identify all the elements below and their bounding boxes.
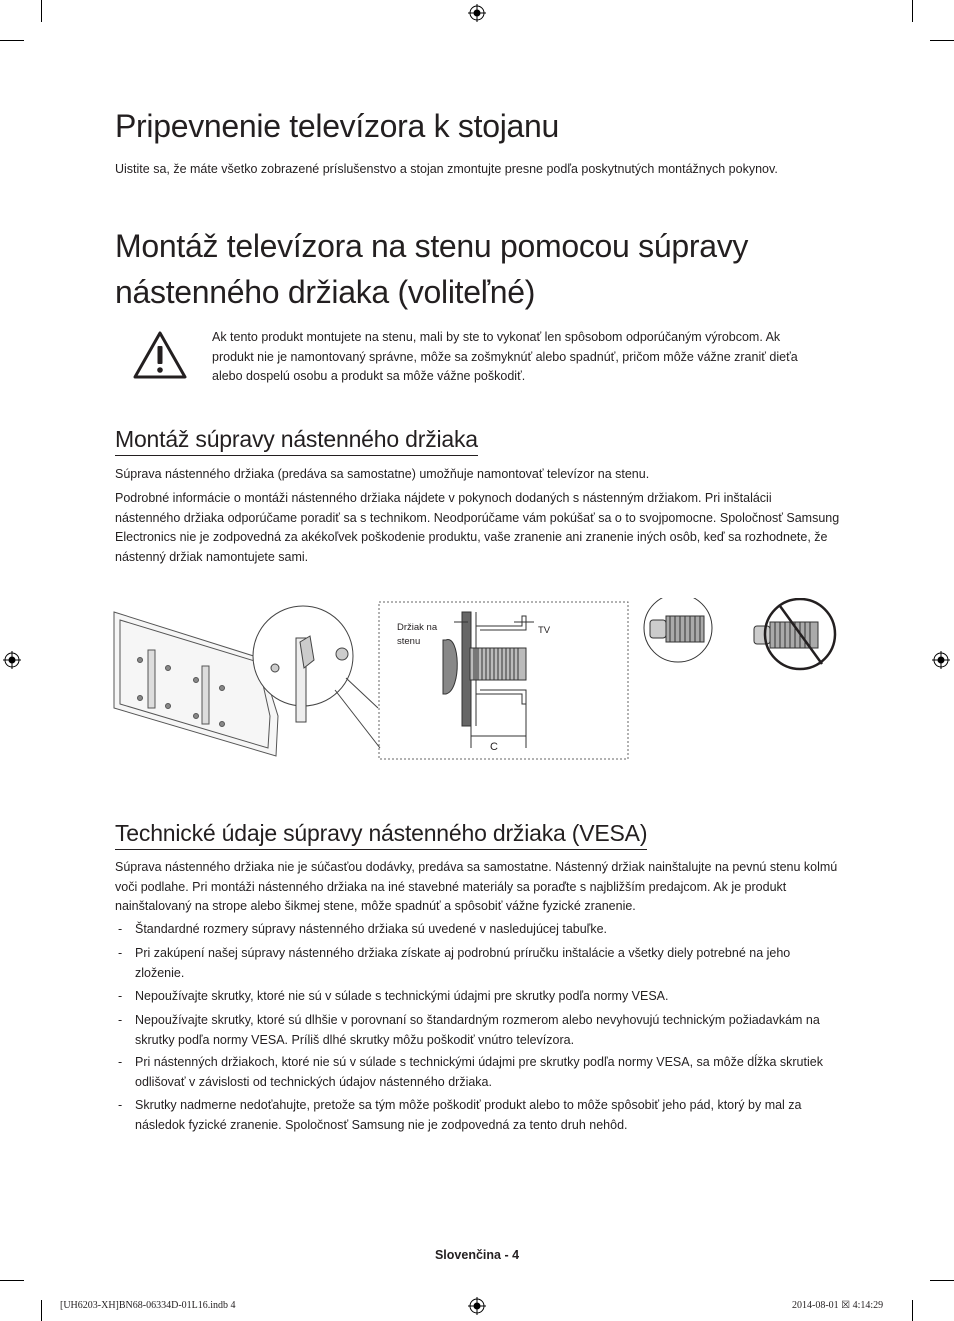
list-item: - Štandardné rozmery súpravy nástenného držiaka sú uvedené v nasledujúcej tabuľke.: [115, 920, 840, 940]
crop-mark: [41, 1300, 42, 1321]
crop-mark: [912, 1300, 913, 1321]
list-item: - Nepoužívajte skrutky, ktoré sú dlhšie v porovnaní so štandardným rozmerom alebo nevyhovujú technickým požiadavkám na skrutky podľa normy VESA. Príliš dlhé skrutky môžu poškodiť vnútro televízora.: [115, 1011, 840, 1050]
warning-text: Ak tento produkt montujete na stenu, mali by ste to vykonať len spôsobom odporúčaným výrobcom. Ak produkt nie je namontovaný správne, môže sa zošmyknúť alebo spadnúť, pričom môže vážne zraniť dieťa alebo dospelú osobu a produkt sa môže vážne poškodiť.: [212, 330, 798, 383]
warning-triangle-icon: [132, 330, 188, 380]
registration-mark-icon: [932, 651, 950, 669]
registration-mark-icon: [468, 4, 486, 22]
list-item-text: Nepoužívajte skrutky, ktoré nie sú v súlade s technickými údajmi pre skrutky podľa normy VESA.: [135, 989, 669, 1003]
crop-mark: [41, 0, 42, 22]
wall-mount-illustration: [110, 598, 840, 768]
list-item: - Pri zakúpení našej súpravy nástenného držiaka získate aj podrobnú príručku inštalácie a všetky diely potrebné na jeho zloženie.: [115, 944, 840, 983]
registration-mark-icon: [468, 1297, 486, 1315]
list-item: - Pri nástenných držiakoch, ktoré nie sú v súlade s technickými údajmi pre skrutky podľa normy VESA, sa môže dĺžka skrutiek odlišovať v závislosti od technických údajov nástenného držiaka.: [115, 1053, 840, 1092]
crop-mark: [912, 0, 913, 22]
page-number: Slovenčina - 4: [434, 1248, 520, 1262]
crop-mark: [930, 40, 954, 41]
label-c: C: [490, 741, 498, 753]
cross-section-drawing: [443, 612, 534, 748]
registration-mark-icon: [3, 651, 21, 669]
slug-right: 2014-08-01 ☒ 4:14:29: [792, 1300, 884, 1311]
list-item: - Skrutky nadmerne nedoťahujte, pretože sa tým môže poškodiť produkt alebo to môže spôsobiť jeho pád, ktorý by mal za následok fyzické zranenie. Spoločnosť Samsung nie je zodpovedná za tento druh nehôd.: [115, 1096, 840, 1135]
intro-text: Uistite sa, že máte všetko zobrazené príslušenstvo a stojan zmontujte presne podľa poskytnutých montážnych pokynov.: [115, 162, 778, 176]
section-title-vesa: Technické údaje súpravy nástenného držiaka (VESA): [115, 820, 647, 850]
crop-mark: [0, 40, 24, 41]
list-item-text: Štandardné rozmery súpravy nástenného držiaka sú uvedené v nasledujúcej tabuľke.: [135, 922, 607, 936]
list-item: - Nepoužívajte skrutky, ktoré nie sú v súlade s technickými údajmi pre skrutky podľa normy VESA.: [115, 987, 840, 1007]
screw-correct-icon: [644, 598, 712, 662]
list-item-text: Pri nástenných držiakoch, ktoré nie sú v súlade s technickými údajmi pre skrutky podľa normy VESA, sa môže dĺžka skrutiek odlišovať v závislosti od technických údajov nástenného držiaka.: [135, 1055, 823, 1089]
kit-paragraph-2: Podrobné informácie o montáži nástenného držiaka nájdete v pokynoch dodaných s nástenným držiakom. Pri inštalácii nástenného držiaka odporúčame poradiť sa s technikom. Neodporúčame vám pokúšať sa o to svojpomocne. Spoločnosť Samsung Electronics nie je zodpovedná za akékoľvek poškodenie produktu, vaše zranenie ani zranenie iných osôb, keď sa rozhodnete, že nástenný držiak namontujete sami.: [115, 491, 840, 564]
tv-back-drawing: [114, 612, 278, 756]
list-item-text: Skrutky nadmerne nedoťahujte, pretože sa tým môže poškodiť produkt alebo to môže spôsobiť jeho pád, ktorý by mal za následok fyzické zranenie. Spoločnosť Samsung nie je zodpovedná za tento druh nehôd.: [135, 1098, 802, 1132]
screw-wrong-icon: [754, 599, 835, 669]
label-tv: TV: [538, 625, 551, 636]
label-bracket-line2: stenu: [397, 636, 421, 647]
section-title-kit: Montáž súpravy nástenného držiaka: [115, 426, 478, 456]
kit-paragraph-1: Súprava nástenného držiaka (predáva sa samostatne) umožňuje namontovať televízor na stenu.: [115, 467, 650, 481]
crop-mark: [0, 1280, 24, 1281]
list-item-text: Nepoužívajte skrutky, ktoré sú dlhšie v porovnaní so štandardným rozmerom alebo nevyhovujú technickým požiadavkám na skrutky podľa normy VESA. Príliš dlhé skrutky môžu poškodiť vnútro televízora.: [135, 1013, 820, 1047]
vesa-paragraph: Súprava nástenného držiaka nie je súčasťou dodávky, predáva sa samostatne. Nástenný držiak nainštalujte na pevnú stenu kolmú voči podlahe. Pri montáži nástenného držiaka na iné stavebné materiály sa poraďte s najbližším predajcom. Ak je produkt nainštalovaný na strope alebo šikmej stene, môže spadnúť a spôsobiť vážne fyzické zranenie.: [115, 860, 838, 913]
label-bracket-line1: Držiak na: [397, 622, 438, 633]
crop-mark: [930, 1280, 954, 1281]
slug-left: [UH6203-XH]BN68-06334D-01L16.indb 4: [60, 1300, 236, 1311]
list-item-text: Pri zakúpení našej súpravy nástenného držiaka získate aj podrobnú príručku inštalácie a všetky diely potrebné na jeho zloženie.: [135, 946, 791, 980]
page-title: Pripevnenie televízora k stojanu: [115, 108, 559, 144]
section-title-wall-mount: Montáž televízora na stenu pomocou súpravy nástenného držiaka (voliteľné): [115, 228, 749, 310]
